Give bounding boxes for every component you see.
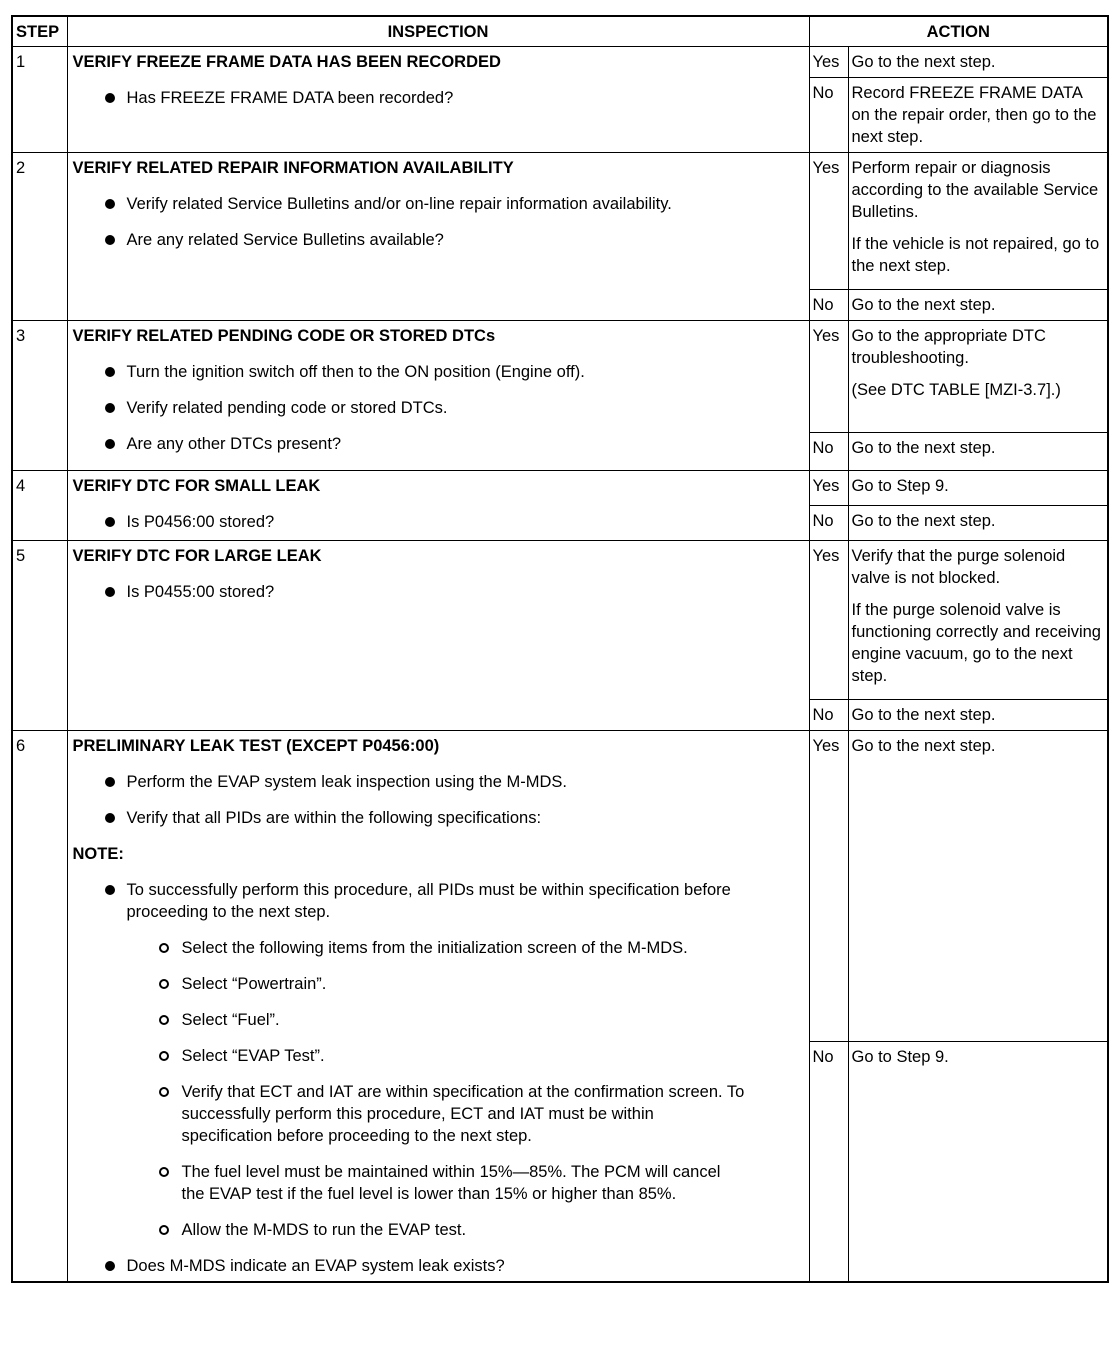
step-1-inspection <box>67 46 809 152</box>
bullet-item: Is P0456:00 stored? <box>127 511 806 533</box>
sub-bullet-item: Select “EVAP Test”. <box>182 1045 806 1067</box>
yes-label: Yes <box>809 470 848 505</box>
step-title: VERIFY RELATED PENDING CODE OR STORED DTCs <box>72 326 496 345</box>
no-label: No <box>809 77 848 152</box>
note-label: NOTE: <box>72 844 124 863</box>
table-header-row <box>12 16 1108 46</box>
yes-label: Yes <box>809 152 848 289</box>
step-number: 4 <box>12 470 67 540</box>
step-2-yes-row <box>12 152 1108 289</box>
bullet-item: Turn the ignition switch off then to the ON position (Engine off). <box>127 361 806 383</box>
sub-bullet-item: Allow the M-MDS to run the EVAP test. <box>182 1219 806 1241</box>
inspection-column-header: INSPECTION <box>67 16 809 46</box>
no-action <box>848 77 1108 152</box>
bullet-item: Verify related Service Bulletins and/or on-line repair information availability. <box>127 193 806 215</box>
diagnostic-procedure-table <box>11 15 1109 1283</box>
no-label: No <box>809 1041 848 1282</box>
yes-action <box>848 46 1108 77</box>
sub-bullet-item: The fuel level must be maintained within 15%—85%. The PCM will cancel the EVAP test if the fuel level is lower than 15% or higher than 85%. <box>182 1161 806 1205</box>
no-label: No <box>809 432 848 470</box>
step-title: VERIFY DTC FOR LARGE LEAK <box>72 546 322 565</box>
step-number: 5 <box>12 540 67 730</box>
step-4-inspection <box>67 470 809 540</box>
action-text: Go to the next step. <box>851 705 996 724</box>
action-text: Go to the appropriate DTC troubleshooting. <box>851 326 1046 367</box>
no-label: No <box>809 505 848 540</box>
bullet-item: Are any other DTCs present? <box>127 433 806 455</box>
step-column-header: STEP <box>12 16 67 46</box>
bullet-item: Is P0455:00 stored? <box>127 581 806 603</box>
action-text: Record FREEZE FRAME DATA on the repair order, then go to the next step. <box>851 83 1097 146</box>
action-text: Go to the next step. <box>851 52 996 71</box>
action-text: (See DTC TABLE [MZI-3.7].) <box>851 380 1061 399</box>
action-text: Go to the next step. <box>851 295 996 314</box>
action-text: If the vehicle is not repaired, go to the next step. <box>851 234 1100 275</box>
step-5-inspection <box>67 540 809 730</box>
action-text: Go to Step 9. <box>851 476 949 495</box>
sub-bullet-item: Verify that ECT and IAT are within specification at the confirmation screen. To successfully perform this procedure, ECT and IAT must be within specification before proceeding to the next step. <box>182 1081 806 1147</box>
step-3-inspection <box>67 320 809 470</box>
action-column-header: ACTION <box>809 16 1108 46</box>
no-label: No <box>809 699 848 730</box>
sub-bullet-item: Select “Fuel”. <box>182 1009 806 1031</box>
action-text: Go to the next step. <box>851 438 996 457</box>
step-title: VERIFY DTC FOR SMALL LEAK <box>72 476 321 495</box>
step-1-yes-row <box>12 46 1108 77</box>
step-number: 1 <box>12 46 67 152</box>
bullet-item: To successfully perform this procedure, all PIDs must be within specification before proceeding to the next step. <box>127 879 806 923</box>
yes-action <box>848 730 1108 1041</box>
step-3-yes-row <box>12 320 1108 432</box>
step-6-yes-row <box>12 730 1108 1041</box>
yes-label: Yes <box>809 320 848 432</box>
bullet-item: Does M-MDS indicate an EVAP system leak exists? <box>127 1255 806 1277</box>
step-5-yes-row <box>12 540 1108 699</box>
step-2-inspection <box>67 152 809 320</box>
bullet-item: Perform the EVAP system leak inspection using the M-MDS. <box>127 771 806 793</box>
sub-bullet-item: Select “Powertrain”. <box>182 973 806 995</box>
bullet-item: Are any related Service Bulletins available? <box>127 229 806 251</box>
action-text: Go to the next step. <box>851 736 996 755</box>
sub-bullet-item: Select the following items from the initialization screen of the M-MDS. <box>182 937 806 959</box>
yes-action <box>848 152 1108 289</box>
no-label: No <box>809 289 848 320</box>
yes-action <box>848 470 1108 505</box>
step-number: 6 <box>12 730 67 1282</box>
bullet-item: Verify related pending code or stored DTCs. <box>127 397 806 419</box>
yes-label: Yes <box>809 46 848 77</box>
action-text: Perform repair or diagnosis according to the available Service Bulletins. <box>851 158 1099 221</box>
no-action <box>848 699 1108 730</box>
action-text: Verify that the purge solenoid valve is not blocked. <box>851 546 1066 587</box>
step-title: VERIFY FREEZE FRAME DATA HAS BEEN RECORDED <box>72 52 501 71</box>
step-6-inspection <box>67 730 809 1282</box>
no-action <box>848 432 1108 470</box>
yes-label: Yes <box>809 540 848 699</box>
action-text: Go to the next step. <box>851 511 996 530</box>
step-title: VERIFY RELATED REPAIR INFORMATION AVAILABILITY <box>72 158 514 177</box>
step-number: 2 <box>12 152 67 320</box>
no-action <box>848 1041 1108 1282</box>
step-number: 3 <box>12 320 67 470</box>
bullet-item: Has FREEZE FRAME DATA been recorded? <box>127 87 806 109</box>
bullet-item: Verify that all PIDs are within the following specifications: <box>127 807 806 829</box>
no-action <box>848 289 1108 320</box>
no-action <box>848 505 1108 540</box>
yes-action <box>848 540 1108 699</box>
action-text: Go to Step 9. <box>851 1047 949 1066</box>
step-title: PRELIMINARY LEAK TEST (EXCEPT P0456:00) <box>72 736 440 755</box>
yes-action <box>848 320 1108 432</box>
yes-label: Yes <box>809 730 848 1041</box>
step-4-yes-row <box>12 470 1108 505</box>
action-text: If the purge solenoid valve is functioning correctly and receiving engine vacuum, go to the next step. <box>851 600 1101 685</box>
